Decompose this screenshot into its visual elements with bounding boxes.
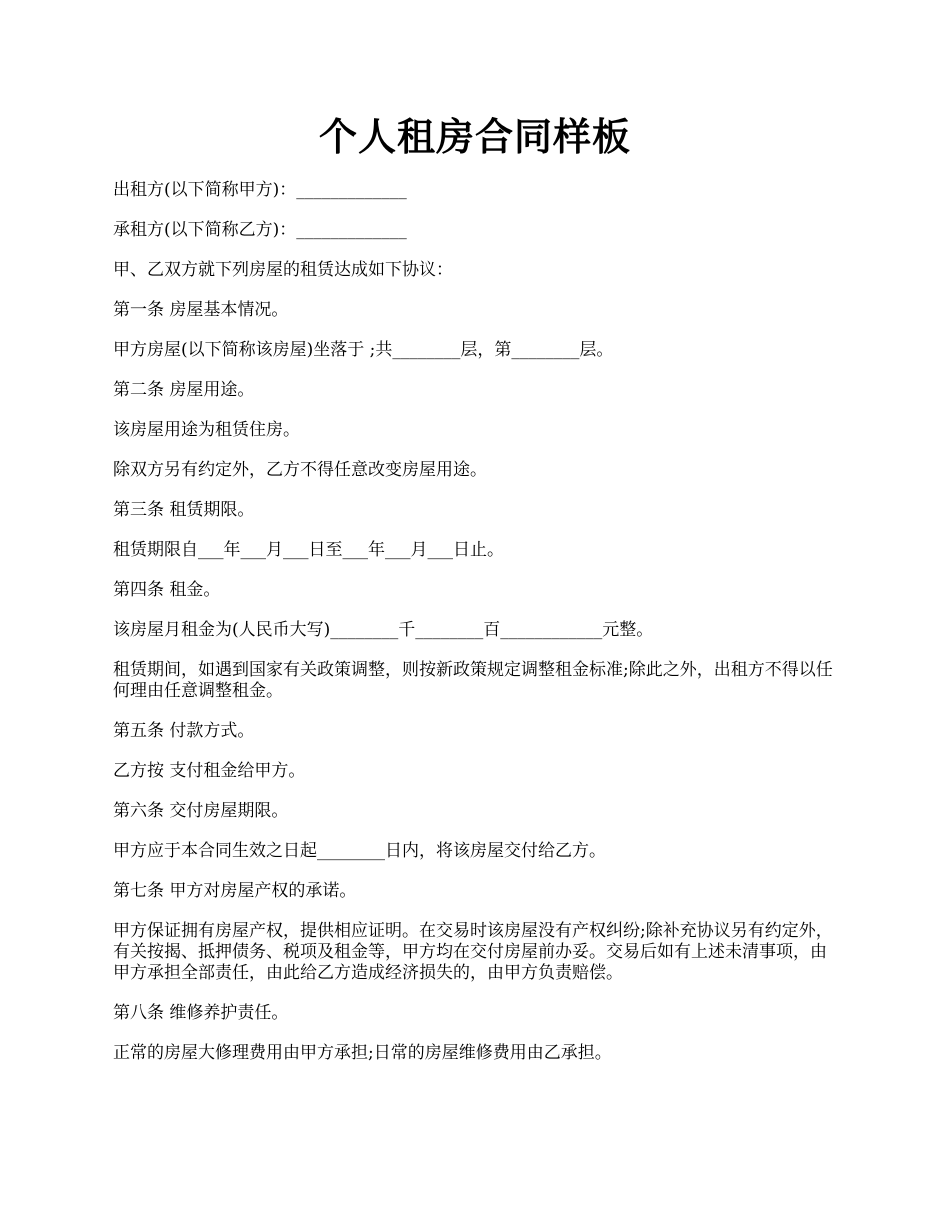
document-title: 个人租房合同样板 — [318, 114, 631, 159]
article-3-text: 租赁期限自___年___月___日至___年___月___日止。 — [113, 540, 504, 560]
article-2-text-1: 该房屋用途为租赁住房。 — [113, 420, 300, 440]
article-6-text: 甲方应于本合同生效之日起________日内，将该房屋交付给乙方。 — [113, 841, 606, 861]
article-7-text: 甲方保证拥有房屋产权，提供相应证明。在交易时该房屋没有产权纠纷;除补充协议另有约定外，有关按揭、抵押债务、税项及租金等，甲方均在交付房屋前办妥。交易后如有上述未清事项，由甲方承担全部责任，由此给乙方造成经济损失的，由甲方负责赔偿。 — [113, 921, 833, 983]
article-4-text-2: 租赁期间，如遇到国家有关政策调整，则按新政策规定调整租金标准;除此之外，出租方不得以任何理由任意调整租金。 — [113, 660, 833, 701]
article-1-text: 甲方房屋(以下简称该房屋)坐落于 ;共________层，第________层。 — [113, 340, 614, 360]
article-2-text-2: 除双方另有约定外，乙方不得任意改变房屋用途。 — [113, 460, 487, 480]
article-4-heading: 第四条 租金。 — [113, 580, 221, 600]
article-5-heading: 第五条 付款方式。 — [113, 721, 255, 741]
party-a-line: 出租方(以下简称甲方)：_____________ — [113, 180, 407, 200]
article-6-heading: 第六条 交付房屋期限。 — [113, 801, 289, 821]
article-8-heading: 第八条 维修养护责任。 — [113, 1003, 289, 1023]
article-2-heading: 第二条 房屋用途。 — [113, 380, 255, 400]
article-4-text-1: 该房屋月租金为(人民币大写)________千________百____________元整。 — [113, 620, 654, 640]
document-body — [113, 180, 843, 1083]
party-b-line: 承租方(以下简称乙方)：_____________ — [113, 220, 407, 240]
agreement-intro: 甲、乙双方就下列房屋的租赁达成如下协议： — [113, 260, 453, 280]
article-5-text: 乙方按 支付租金给甲方。 — [113, 761, 306, 781]
article-3-heading: 第三条 租赁期限。 — [113, 500, 255, 520]
article-7-heading: 第七条 甲方对房屋产权的承诺。 — [113, 881, 357, 901]
article-1-heading: 第一条 房屋基本情况。 — [113, 300, 289, 320]
article-8-text: 正常的房屋大修理费用由甲方承担;日常的房屋维修费用由乙承担。 — [113, 1043, 612, 1063]
